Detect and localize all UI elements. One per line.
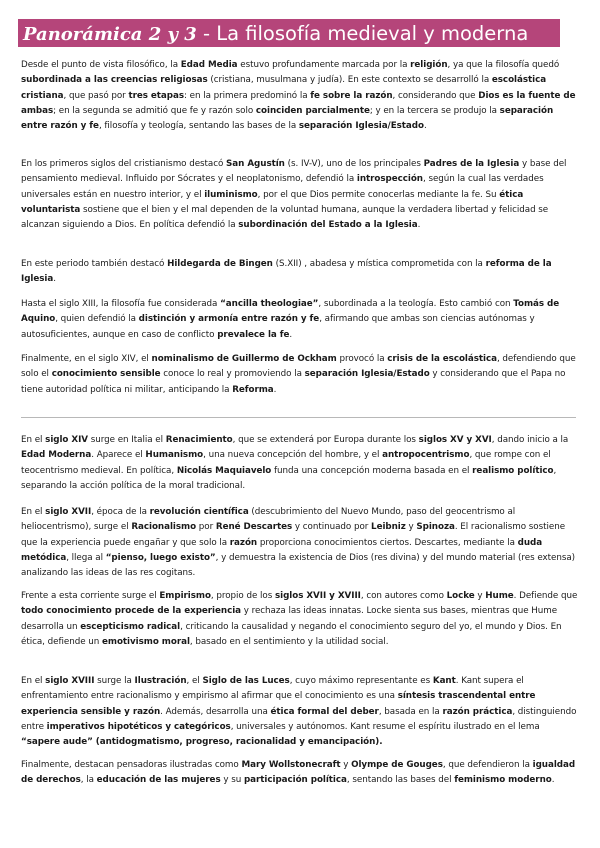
title-italic: Panorámica 2 y 3	[23, 24, 197, 45]
body-text: y	[340, 760, 352, 770]
emphasis-text: Siglo de las Luces	[202, 676, 290, 686]
body-text: . Kant supera el enfrentamiento entre racionalismo y empirismo al afirmar que el conocimiento es una	[21, 676, 524, 702]
body-text: estuvo profundamente marcada por la	[237, 60, 411, 70]
emphasis-text: imperativos hipotéticos y categóricos	[46, 721, 231, 732]
body-text: , la	[80, 775, 97, 786]
emphasis-text: subordinación del Estado a la Iglesia	[238, 220, 418, 231]
emphasis-text: introspección	[356, 174, 423, 185]
body-text: , por el que Dios permite conocerlas mediante la fe. Su	[257, 189, 500, 200]
emphasis-text: siglo XVII	[45, 507, 92, 517]
paragraph-ilustracion	[21, 674, 578, 750]
body-text: , una nueva concepción del hombre, y el	[203, 450, 383, 461]
emphasis-text: “pienso, luego existo”	[105, 552, 216, 563]
body-text: , distinguiendo entre	[21, 706, 577, 732]
body-text: , y demuestra la existencia de Dios (res divina) y del mundo material (res extensa) analizando las ideas de las res cogitans.	[21, 552, 576, 579]
paragraph-empirismo	[21, 589, 578, 650]
body-text: conoce lo real y promoviendo la	[160, 369, 305, 380]
body-text: y	[474, 591, 486, 601]
emphasis-text: separación Iglesia/Estado	[298, 121, 424, 132]
emphasis-text: siglo XVIII	[45, 676, 95, 686]
body-text: surge la	[94, 676, 135, 686]
emphasis-text: crisis de la escolástica	[387, 354, 497, 364]
body-text: .	[551, 775, 555, 786]
body-text: , criticando la causalidad y negando el conocimiento seguro del yo, el mundo y Dios. En ética, defiende un	[21, 621, 562, 647]
emphasis-text: Tomás de Aquino	[21, 299, 560, 325]
body-text: y	[405, 522, 417, 533]
body-text: ; y en la tercera se produjo la	[369, 105, 500, 116]
body-text: , llega al	[66, 552, 106, 563]
emphasis-text: Edad Media	[180, 60, 238, 70]
body-text: , separando la acción política de la moral tradicional.	[21, 465, 557, 491]
emphasis-text: educación de las mujeres	[96, 775, 221, 786]
emphasis-text: Edad Moderna	[21, 450, 92, 461]
paragraph-renacimiento	[21, 433, 578, 494]
emphasis-text: razón	[229, 537, 258, 548]
body-text: , quien defendió la	[55, 314, 139, 325]
emphasis-text: escepticismo radical	[80, 621, 181, 632]
emphasis-text: Leibniz	[371, 522, 406, 533]
body-text: , propio de los	[210, 591, 275, 601]
body-text: funda una concepción moderna basada en el	[271, 465, 473, 476]
emphasis-text: religión	[410, 60, 448, 70]
body-text: , según la cual las verdades universales están en nuestro interior, y el	[21, 174, 544, 200]
emphasis-text: conocimiento sensible	[51, 369, 161, 380]
paragraph-tomas-de-aquino	[21, 297, 578, 343]
body-text: Finalmente, en el siglo XIV, el	[21, 354, 152, 364]
emphasis-text: iluminismo	[204, 189, 258, 200]
body-text: Frente a esta corriente surge el	[21, 591, 160, 601]
body-text: , con autores como	[360, 591, 447, 601]
emphasis-text: escolástica cristiana	[21, 75, 547, 101]
body-text: provocó la	[336, 354, 388, 364]
body-text: En los primeros siglos del cristianismo destacó	[21, 159, 227, 169]
emphasis-text: Ilustración	[134, 676, 187, 686]
emphasis-text: razón práctica	[442, 706, 513, 717]
emphasis-text: realismo político	[472, 465, 554, 476]
emphasis-text: ética formal del deber	[270, 706, 379, 717]
emphasis-text: coinciden parcialmente	[255, 105, 370, 116]
emphasis-text: ética voluntarista	[21, 189, 524, 215]
body-text: (S.XII) , abadesa y mística comprometida con la	[272, 259, 486, 269]
body-text: , sentando las bases del	[346, 775, 455, 786]
body-text: En el	[21, 507, 46, 517]
body-text: , cuyo máximo representante es	[289, 676, 433, 686]
body-text: , dando inicio a la	[491, 435, 569, 445]
emphasis-text: feminismo moderno	[454, 775, 552, 786]
body-text: surge en Italia el	[88, 435, 166, 445]
body-text: . Defiende que	[513, 591, 578, 601]
emphasis-text: separación entre razón y fe	[21, 105, 554, 132]
body-text: y rechaza las ideas innatas. Locke sienta sus bases, mientras que Hume desarrolla un	[21, 606, 558, 632]
body-text: y considerando que el Papa no tiene autoridad política ni militar, anticipando la	[21, 369, 566, 395]
paragraph-hildegarda	[21, 257, 578, 288]
title-rest: - La filosofía medieval y moderna	[196, 22, 529, 45]
body-text: Finalmente, destacan pensadoras ilustradas como	[21, 760, 242, 770]
emphasis-text: igualdad de derechos	[21, 760, 576, 786]
emphasis-text: Reforma	[232, 384, 274, 395]
body-text: .	[53, 274, 56, 285]
body-text: y base del pensamiento medieval. Influido por Sócrates y el neoplatonismo, defendió la	[21, 159, 567, 185]
body-text: (s. IV-V), uno de los principales	[284, 159, 424, 169]
body-text: Hasta el siglo XIII, la filosofía fue considerada	[21, 299, 221, 309]
emphasis-text: separación Iglesia/Estado	[304, 369, 430, 380]
emphasis-text: tres etapas	[128, 90, 185, 101]
emphasis-text: revolución científica	[149, 507, 249, 517]
emphasis-text: Hildegarda de Bingen	[167, 259, 273, 269]
body-text: proporciona conocimientos ciertos. Descartes, mediante la	[257, 537, 518, 548]
body-text: , que se extenderá por Europa durante los	[232, 435, 419, 445]
body-text: (descubrimiento del Nuevo Mundo, paso del geocentrismo al heliocentrismo), surge el	[21, 507, 516, 533]
body-text: , ya que la filosofía quedó	[447, 60, 560, 70]
emphasis-text: Nicolás Maquiavelo	[176, 465, 272, 476]
emphasis-text: siglos XVII y XVIII	[274, 591, 361, 601]
paragraph-ockham	[21, 352, 578, 398]
emphasis-text: Renacimiento	[165, 435, 233, 445]
emphasis-text: San Agustín	[226, 159, 285, 169]
body-text: . Además, desarrolla una	[160, 706, 271, 717]
emphasis-text: “sapere aude” (antidogmatismo, progreso, racionalidad y emancipación).	[21, 737, 383, 748]
page-title	[23, 20, 528, 48]
body-text: (cristiana, musulmana y judía). En este contexto se desarrolló la	[207, 75, 492, 86]
body-text: , el	[186, 676, 203, 686]
emphasis-text: siglos XV y XVI	[418, 435, 492, 445]
emphasis-text: nominalismo de Guillermo de Ockham	[151, 354, 337, 364]
paragraph-san-agustin	[21, 157, 578, 233]
paragraph-edad-media	[21, 58, 578, 134]
body-text: ; en la segunda se admitió que fe y razón solo	[53, 105, 256, 116]
body-text: , considerando que	[392, 90, 479, 101]
body-text: , universales y autónomos. Kant resume el espíritu ilustrado en el lema	[230, 721, 540, 732]
emphasis-text: Kant	[432, 676, 456, 686]
body-text: , basado en el sentimiento y la utilidad social.	[189, 636, 389, 647]
emphasis-text: prevalece la fe	[217, 329, 290, 340]
emphasis-text: Empirismo	[159, 591, 211, 601]
section-divider	[21, 417, 576, 418]
body-text: , que defendieron la	[442, 760, 533, 770]
emphasis-text: Hume	[485, 591, 514, 601]
body-text: , filosofía y teología, sentando las bases de la	[98, 121, 299, 132]
body-text: sostiene que el bien y el mal dependen de la voluntad humana, aunque la verdadera libertad y felicidad se alcanzan siguiendo a Dios. En política defendió la	[21, 204, 549, 231]
emphasis-text: subordinada a las creencias religiosas	[21, 75, 208, 86]
body-text: , afirmando que ambas son ciencias autónomas y autosuficientes, aunque en caso de conflicto	[21, 314, 535, 340]
body-text: Desde el punto de vista filosófico, la	[21, 60, 181, 70]
body-text: En el	[21, 435, 46, 445]
emphasis-text: Padres de la Iglesia	[423, 159, 520, 169]
emphasis-text: emotivismo moral	[102, 636, 190, 647]
body-text: , época de la	[91, 507, 150, 517]
emphasis-text: fe sobre la razón	[310, 90, 393, 101]
body-text: , defendiendo que solo el	[21, 354, 576, 380]
emphasis-text: duda metódica	[21, 537, 543, 563]
body-text: En este periodo también destacó	[21, 259, 168, 269]
body-text: y continuado por	[292, 522, 372, 533]
emphasis-text: siglo XIV	[45, 435, 89, 445]
emphasis-text: antropocentrismo	[382, 450, 470, 461]
body-text: : en la primera predominó la	[184, 90, 311, 101]
body-text: , basada en la	[378, 706, 443, 717]
body-text: por	[196, 522, 216, 533]
body-text: . El racionalismo sostiene que la experiencia puede engañar y que solo la	[21, 522, 566, 548]
body-text: , que pasó por	[63, 90, 129, 101]
body-text: , subordinada a la teología. Esto cambió con	[318, 299, 514, 309]
emphasis-text: “ancilla theologiae”	[220, 299, 319, 309]
emphasis-text: Spinoza	[416, 522, 455, 533]
body-text: .	[417, 220, 421, 231]
emphasis-text: René Descartes	[215, 522, 293, 533]
emphasis-text: síntesis trascendental entre experiencia sensible y razón	[21, 691, 536, 717]
emphasis-text: participación política	[243, 775, 347, 786]
emphasis-text: Mary Wollstonecraft	[241, 760, 341, 770]
body-text: En el	[21, 676, 46, 686]
body-text: .	[423, 121, 427, 132]
emphasis-text: Olympe de Gouges	[351, 760, 443, 770]
paragraph-racionalismo	[21, 505, 578, 581]
emphasis-text: reforma de la Iglesia	[21, 259, 552, 285]
emphasis-text: todo conocimiento procede de la experiencia	[21, 606, 242, 617]
body-text: . Aparece el	[91, 450, 146, 461]
body-text: .	[289, 329, 293, 340]
emphasis-text: Locke	[446, 591, 475, 601]
emphasis-text: distinción y armonía entre razón y fe	[138, 314, 320, 325]
body-text: y su	[220, 775, 244, 786]
paragraph-pensadoras	[21, 758, 578, 789]
emphasis-text: Racionalismo	[131, 522, 197, 533]
body-text: .	[273, 384, 277, 395]
body-text: , que rompe con el teocentrismo medieval. En política,	[21, 450, 551, 476]
emphasis-text: Humanismo	[145, 450, 204, 461]
emphasis-text: Dios es la fuente de ambas	[21, 90, 576, 116]
